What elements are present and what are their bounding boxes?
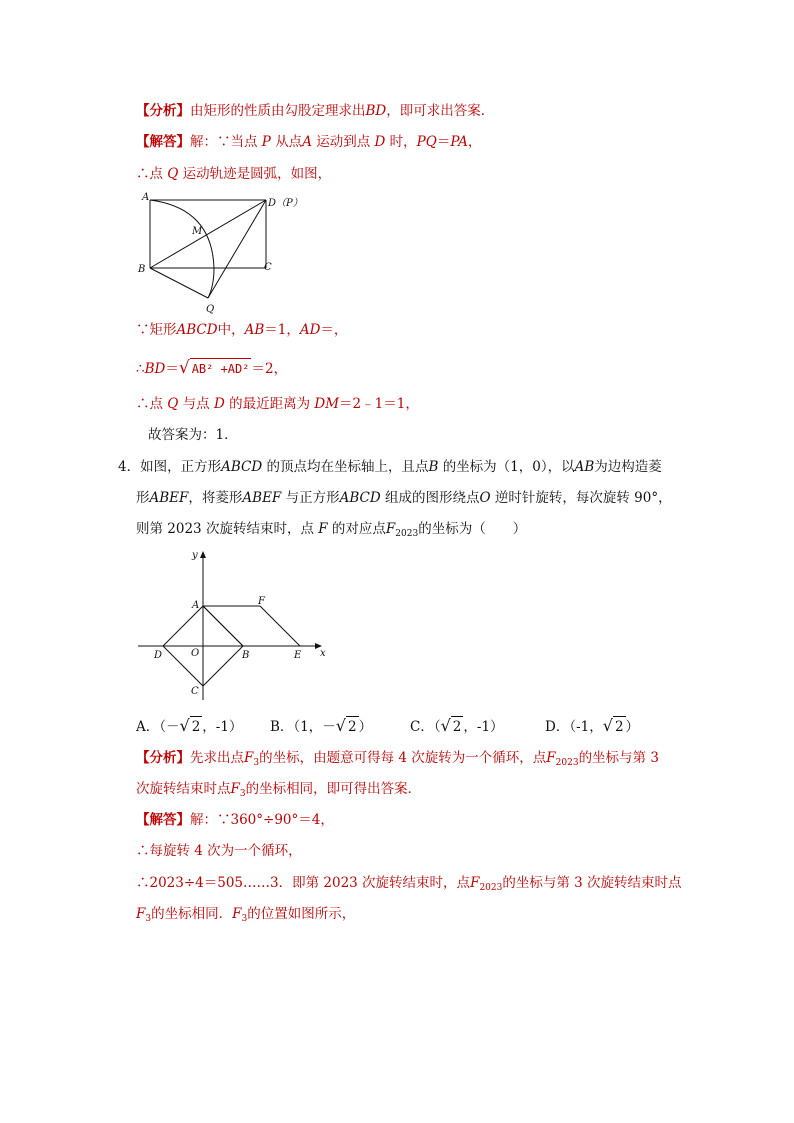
position-line [136, 904, 355, 929]
analysis-text: 由矩形的性质由勾股定理求出 [190, 103, 366, 119]
question-4-line-3 [136, 519, 526, 544]
analysis-tag: 【分析】 [136, 103, 190, 119]
radical-sign: √ [179, 716, 190, 735]
subscript: 2023 [395, 529, 419, 539]
label-m: M [192, 226, 203, 237]
subscript: 3 [253, 758, 260, 768]
therefore: ∴ [136, 361, 145, 377]
answer-text: 运动到点 [316, 134, 371, 150]
q-text: 组成的图形绕点 [384, 490, 480, 506]
label-e: E [294, 650, 302, 661]
figure-rectangle-arc [136, 190, 316, 320]
segment-pa: PA [450, 134, 468, 150]
label-d: D（P） [268, 198, 303, 209]
q-text: 如图，正方形 [140, 459, 222, 475]
point-a: A [302, 134, 312, 150]
label-q: Q [206, 304, 215, 315]
option-a-text: A．（－ [136, 719, 180, 735]
option-c-text: ，-1） [463, 719, 504, 735]
label-d: D [154, 650, 163, 661]
near-text: 与点 [182, 396, 210, 412]
subscript: 3 [239, 789, 246, 799]
side-ab [203, 606, 243, 646]
segment-bd: BD [144, 361, 166, 377]
point-b: B [428, 459, 439, 475]
option-b-text: B．（1，－ [270, 719, 336, 735]
radicand: AB² +AD² [190, 358, 252, 379]
answer-text: 时， [389, 134, 417, 150]
rect-text: ＝， [320, 322, 348, 338]
option-d[interactable] [545, 716, 639, 737]
rect-text: 中， [217, 322, 245, 338]
segment-ab: AB [244, 322, 265, 338]
answer-line-3 [136, 132, 481, 152]
point-q: Q [167, 396, 179, 412]
segment-dm: DM [314, 396, 340, 412]
label-c: C [264, 262, 272, 273]
rhombus-abef: ABEF [149, 490, 189, 506]
nearest-line [136, 394, 419, 414]
answer-text: 解：∵当点 [190, 134, 258, 150]
analysis-line-4a [136, 748, 659, 773]
loop-line [136, 841, 302, 861]
option-a-text: ，-1） [202, 719, 243, 735]
option-d-text: ） [625, 719, 640, 735]
q-text: 逆时针旋转，每次旋转 90°， [494, 490, 672, 506]
label-a: A [192, 600, 200, 611]
radical-sign: √ [178, 358, 190, 378]
q-text: 与正方形 [285, 490, 340, 506]
label-b: B [242, 650, 250, 661]
division-text: ∴2023÷4＝505……3．即第 2023 次旋转结束时，点 [136, 875, 471, 891]
radical-sign: √ [335, 716, 346, 735]
option-b-text: ） [358, 719, 373, 735]
analysis-line-3 [136, 101, 494, 121]
answer-line-4 [136, 810, 334, 830]
point-f3: F [136, 906, 146, 922]
option-c-text: C．（ [410, 719, 441, 735]
segment-ad: AD [299, 322, 321, 338]
loop-text: ∴每旋转 4 次为一个循环， [136, 843, 302, 859]
analysis-text: 的坐标，由题意可得每 4 次旋转为一个循环，点 [259, 750, 547, 766]
point-q: Q [167, 166, 179, 182]
q-text: 的坐标为（ ） [418, 521, 527, 537]
point-o: O [479, 490, 491, 506]
point-d: D [213, 396, 225, 412]
question-4-line-2 [136, 488, 672, 508]
answer-text: ， [467, 134, 482, 150]
analysis-text: ，即可求出答案． [386, 103, 495, 119]
answer-text: 从点 [275, 134, 303, 150]
analysis-text: 的坐标相同，即可得出答案． [245, 781, 422, 797]
side-fe [260, 606, 300, 646]
final-answer-3: 故答案为：1． [148, 427, 238, 443]
label-x: x [320, 648, 326, 659]
q-text: 的对应点 [331, 521, 386, 537]
square-abcd: ABCD [221, 459, 263, 475]
analysis-text: 次旋转结束时点 [136, 781, 231, 797]
point-d: D [374, 134, 386, 150]
segment-bq [150, 268, 208, 298]
radicand: 2 [613, 716, 626, 737]
option-a[interactable] [136, 716, 242, 737]
subscript: 2023 [479, 883, 503, 893]
option-b[interactable] [270, 716, 372, 737]
diagonal-bd [150, 200, 266, 268]
bd-result: ＝2， [251, 361, 288, 377]
locus-line [136, 164, 331, 184]
question-number: 4． [118, 459, 141, 475]
near-text: 的最近距离为 [229, 396, 311, 412]
point-f2023: F [546, 750, 556, 766]
position-text: 的坐标相同． [151, 906, 233, 922]
near-text: ＝2﹣1＝1， [339, 396, 419, 412]
point-f3: F [230, 781, 240, 797]
answer-text: 解：∵360°÷90°＝4， [190, 812, 334, 828]
option-c[interactable] [410, 716, 504, 737]
segment-bd: BD [365, 103, 387, 119]
point-f3: F [244, 750, 254, 766]
point-f2023: F [385, 521, 396, 537]
q-text: ，将菱形 [188, 490, 243, 506]
subscript: 3 [241, 914, 248, 924]
radicand: 2 [346, 716, 359, 737]
square-abcd: ABCD [339, 490, 381, 506]
label-y: y [192, 550, 198, 561]
analysis-tag: 【分析】 [136, 750, 190, 766]
label-a: A [142, 192, 150, 203]
point-f2023: F [470, 875, 480, 891]
rect-text: ∵矩形 [136, 322, 177, 338]
analysis-line-4b [136, 779, 421, 804]
analysis-text: 先求出点 [190, 750, 244, 766]
rect-abcd: ABCD [176, 322, 218, 338]
subscript: 3 [145, 914, 152, 924]
q-text: 则第 2023 次旋转结束时，点 [136, 521, 314, 537]
q-text: 的顶点均在坐标轴上，且点 [266, 459, 429, 475]
locus-text: 运动轨迹是圆弧，如图， [182, 166, 332, 182]
radical-sign: √ [440, 716, 451, 735]
radical-sign: √ [602, 716, 613, 735]
position-text: 的位置如图所示， [247, 906, 356, 922]
q-text: 形 [136, 490, 150, 506]
rect-line [136, 320, 347, 340]
point-f: F [318, 521, 328, 537]
label-c: C [191, 686, 199, 697]
q-text: 的坐标为（1，0），以 [442, 459, 575, 475]
equals: ＝ [436, 134, 451, 150]
q-text: 为边构造菱 [594, 459, 662, 475]
division-text: 的坐标与第 3 次旋转结束时点 [502, 875, 682, 891]
subscript: 2023 [555, 758, 579, 768]
label-b: B [138, 264, 146, 275]
segment-qd [208, 200, 266, 298]
radicand: 2 [451, 716, 464, 737]
label-f: F [258, 596, 265, 607]
segment-ab: AB [574, 459, 595, 475]
point-p: P [261, 134, 271, 150]
division-line [136, 873, 682, 898]
locus-text: ∴点 [136, 166, 163, 182]
rect-text: ＝1， [264, 322, 300, 338]
label-o: O [191, 648, 200, 659]
radicand: 2 [190, 716, 203, 737]
answer-tag: 【解答】 [136, 812, 190, 828]
bd-line [136, 358, 287, 379]
point-f3: F [232, 906, 242, 922]
option-d-text: D．（-1， [545, 719, 603, 735]
equals: ＝ [165, 361, 179, 377]
question-4-line-1 [118, 457, 662, 477]
rhombus-abef: ABEF [242, 490, 282, 506]
segment-pq: PQ [416, 134, 437, 150]
near-text: ∴点 [136, 396, 163, 412]
answer-tag: 【解答】 [136, 134, 190, 150]
analysis-text: 的坐标与第 3 [578, 750, 659, 766]
figure-coordinate-plane [136, 548, 336, 708]
